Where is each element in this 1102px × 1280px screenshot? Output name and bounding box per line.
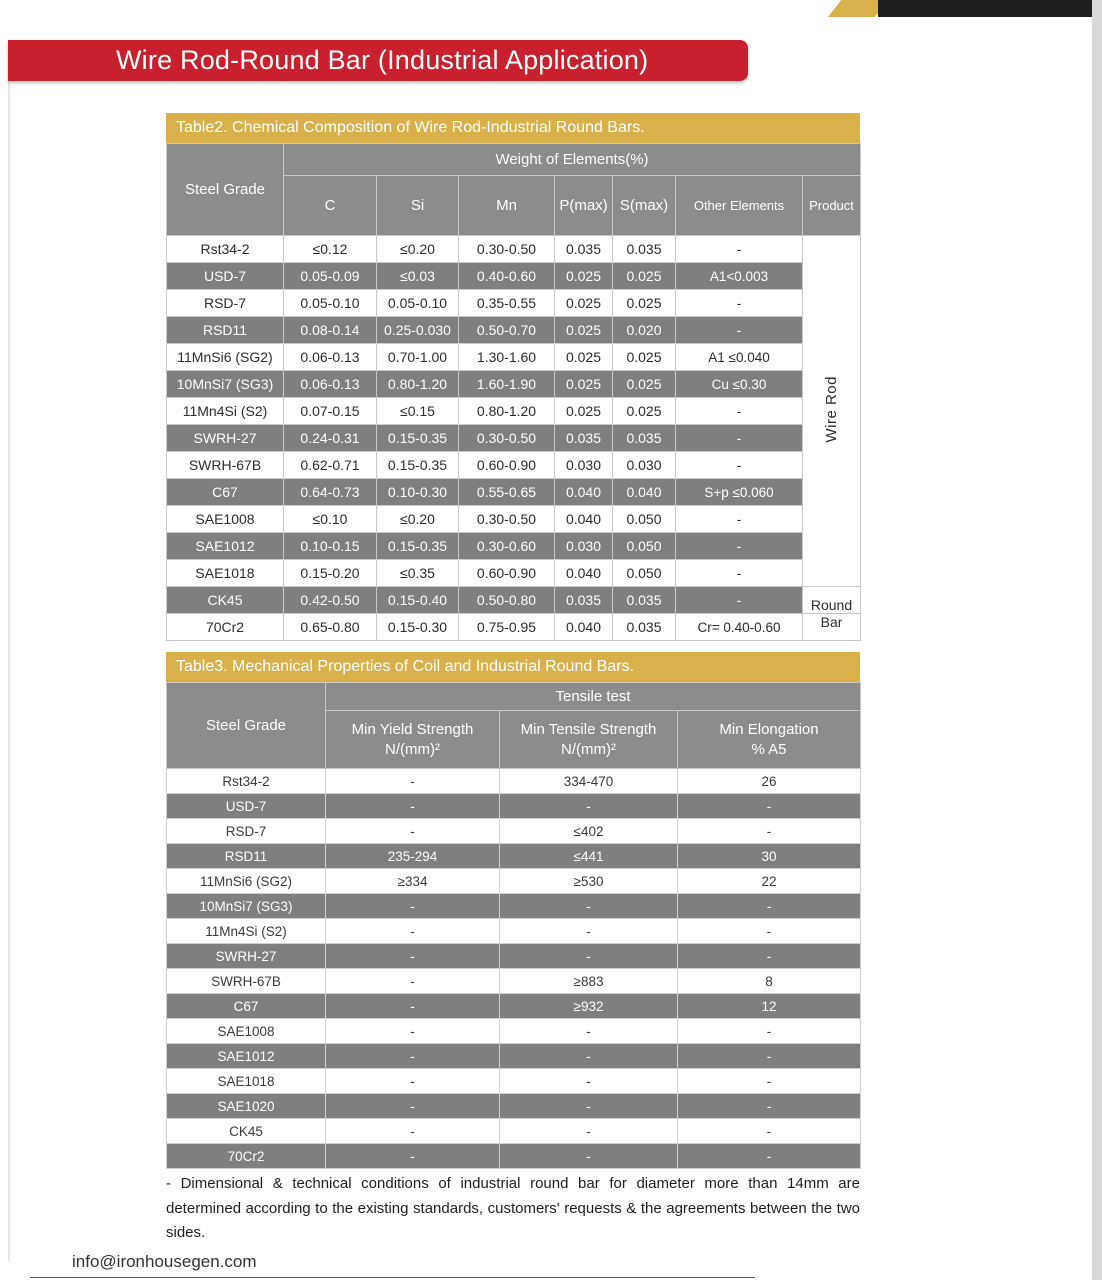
property-cell: - bbox=[326, 919, 500, 944]
composition-cell: 0.30-0.50 bbox=[459, 506, 555, 533]
property-cell: - bbox=[326, 1069, 500, 1094]
table-row bbox=[167, 994, 861, 1019]
table-row bbox=[167, 263, 861, 290]
composition-cell: 0.25-0.030 bbox=[377, 317, 459, 344]
col-header: S(max) bbox=[613, 176, 676, 236]
table-row bbox=[167, 587, 861, 614]
composition-cell: 0.15-0.35 bbox=[377, 425, 459, 452]
col-header: P(max) bbox=[555, 176, 613, 236]
table-row bbox=[167, 371, 861, 398]
property-cell: - bbox=[326, 944, 500, 969]
composition-cell: 0.30-0.50 bbox=[459, 236, 555, 263]
table-row bbox=[167, 1119, 861, 1144]
composition-cell: - bbox=[676, 398, 803, 425]
title-banner bbox=[8, 40, 748, 81]
property-cell: - bbox=[326, 1094, 500, 1119]
composition-cell: 0.025 bbox=[555, 317, 613, 344]
page-edge bbox=[1092, 0, 1102, 1280]
composition-cell: 0.025 bbox=[555, 398, 613, 425]
steel-grade-cell: SAE1008 bbox=[167, 1019, 326, 1044]
composition-cell: 0.30-0.50 bbox=[459, 425, 555, 452]
steel-grade-cell: 70Cr2 bbox=[167, 1144, 326, 1169]
composition-cell: 0.035 bbox=[555, 236, 613, 263]
table2-caption: Table2. Chemical Composition of Wire Rod-Industrial Round Bars. bbox=[166, 113, 860, 143]
table-row bbox=[167, 452, 861, 479]
grade-header: Steel Grade bbox=[167, 144, 284, 236]
composition-cell: 0.06-0.13 bbox=[284, 344, 377, 371]
table-row bbox=[167, 533, 861, 560]
table-row bbox=[167, 290, 861, 317]
composition-cell: 0.025 bbox=[555, 290, 613, 317]
property-cell: - bbox=[326, 794, 500, 819]
mechanical-properties-table bbox=[166, 682, 861, 1169]
table-row bbox=[167, 919, 861, 944]
composition-cell: - bbox=[676, 587, 803, 614]
composition-cell: 0.025 bbox=[613, 344, 676, 371]
table-row bbox=[167, 560, 861, 587]
composition-cell: 0.24-0.31 bbox=[284, 425, 377, 452]
table-row bbox=[167, 1094, 861, 1119]
composition-cell: A1 ≤0.040 bbox=[676, 344, 803, 371]
table-row bbox=[167, 398, 861, 425]
composition-cell: 0.05-0.10 bbox=[284, 290, 377, 317]
steel-grade-cell: SWRH-67B bbox=[167, 452, 284, 479]
composition-cell: 0.15-0.40 bbox=[377, 587, 459, 614]
composition-cell: - bbox=[676, 317, 803, 344]
composition-cell: Cu ≤0.30 bbox=[676, 371, 803, 398]
steel-grade-cell: USD-7 bbox=[167, 263, 284, 290]
product-wire-rod-label: Wire Rod bbox=[823, 376, 840, 443]
tensile-group-header: Tensile test bbox=[326, 683, 861, 711]
decor-dark-bar bbox=[878, 0, 1092, 17]
elongation-header-unit: % A5 bbox=[751, 740, 787, 758]
property-cell: ≥932 bbox=[500, 994, 678, 1019]
product-wire-rod-cell bbox=[803, 236, 861, 587]
steel-grade-cell: SWRH-67B bbox=[167, 969, 326, 994]
composition-cell: 0.60-0.90 bbox=[459, 452, 555, 479]
steel-grade-cell: Rst34-2 bbox=[167, 769, 326, 794]
property-cell: - bbox=[500, 1044, 678, 1069]
composition-cell: 0.035 bbox=[613, 587, 676, 614]
table-row bbox=[167, 344, 861, 371]
steel-grade-cell: C67 bbox=[167, 479, 284, 506]
composition-cell: 0.65-0.80 bbox=[284, 614, 377, 641]
composition-cell: 0.025 bbox=[613, 263, 676, 290]
property-cell: - bbox=[500, 1144, 678, 1169]
composition-cell: 0.06-0.13 bbox=[284, 371, 377, 398]
table-row bbox=[167, 869, 861, 894]
property-cell: - bbox=[678, 944, 861, 969]
grade-header: Steel Grade bbox=[167, 683, 326, 769]
composition-cell: 0.40-0.60 bbox=[459, 263, 555, 290]
composition-cell: 0.15-0.20 bbox=[284, 560, 377, 587]
table-row bbox=[167, 1019, 861, 1044]
steel-grade-cell: RSD11 bbox=[167, 844, 326, 869]
composition-cell: 0.42-0.50 bbox=[284, 587, 377, 614]
steel-grade-cell: SAE1020 bbox=[167, 1094, 326, 1119]
table3-caption: Table3. Mechanical Properties of Coil and Industrial Round Bars. bbox=[166, 652, 860, 682]
steel-grade-cell: 10MnSi7 (SG3) bbox=[167, 371, 284, 398]
yield-header-label: Min Yield Strength bbox=[351, 720, 474, 738]
table-row bbox=[167, 1069, 861, 1094]
composition-cell: ≤0.15 bbox=[377, 398, 459, 425]
table-row bbox=[167, 894, 861, 919]
table-row bbox=[167, 479, 861, 506]
composition-cell: 0.050 bbox=[613, 560, 676, 587]
composition-cell: 0.07-0.15 bbox=[284, 398, 377, 425]
contact-email: info@ironhousegen.com bbox=[72, 1252, 257, 1271]
composition-cell: 0.030 bbox=[613, 452, 676, 479]
property-cell: - bbox=[500, 1094, 678, 1119]
property-cell: - bbox=[678, 1044, 861, 1069]
property-cell: ≤402 bbox=[500, 819, 678, 844]
table-row bbox=[167, 944, 861, 969]
composition-cell: Cr= 0.40-0.60 bbox=[676, 614, 803, 641]
composition-cell: 0.035 bbox=[613, 236, 676, 263]
composition-cell: 0.10-0.15 bbox=[284, 533, 377, 560]
table-row bbox=[167, 1144, 861, 1169]
property-cell: - bbox=[678, 894, 861, 919]
composition-cell: 0.025 bbox=[613, 371, 676, 398]
property-cell: - bbox=[326, 769, 500, 794]
property-cell: - bbox=[326, 1144, 500, 1169]
yield-header bbox=[326, 711, 500, 769]
table-row bbox=[167, 506, 861, 533]
weight-group-header: Weight of Elements(%) bbox=[284, 144, 861, 176]
composition-cell: 0.64-0.73 bbox=[284, 479, 377, 506]
composition-cell: 0.040 bbox=[555, 506, 613, 533]
composition-cell: 0.020 bbox=[613, 317, 676, 344]
property-cell: - bbox=[500, 1119, 678, 1144]
property-cell: - bbox=[500, 1019, 678, 1044]
composition-cell: 0.50-0.80 bbox=[459, 587, 555, 614]
property-cell: 12 bbox=[678, 994, 861, 1019]
property-cell: - bbox=[678, 1094, 861, 1119]
composition-cell: - bbox=[676, 290, 803, 317]
property-cell: ≥334 bbox=[326, 869, 500, 894]
product-bar-cell: Bar bbox=[803, 614, 861, 641]
yield-header-unit: N/(mm)² bbox=[385, 740, 440, 758]
property-cell: - bbox=[678, 1144, 861, 1169]
composition-cell: ≤0.10 bbox=[284, 506, 377, 533]
steel-grade-cell: USD-7 bbox=[167, 794, 326, 819]
table-row bbox=[167, 969, 861, 994]
steel-grade-cell: 11Mn4Si (S2) bbox=[167, 919, 326, 944]
col-header: Other Elements bbox=[676, 176, 803, 236]
chemical-composition-table bbox=[166, 143, 861, 641]
composition-cell: S+p ≤0.060 bbox=[676, 479, 803, 506]
property-cell: - bbox=[326, 994, 500, 1019]
steel-grade-cell: SAE1012 bbox=[167, 1044, 326, 1069]
col-header: Mn bbox=[459, 176, 555, 236]
composition-cell: 0.80-1.20 bbox=[459, 398, 555, 425]
col-header: Si bbox=[377, 176, 459, 236]
property-cell: - bbox=[500, 1069, 678, 1094]
composition-cell: 0.040 bbox=[555, 479, 613, 506]
composition-cell: - bbox=[676, 452, 803, 479]
composition-cell: 0.70-1.00 bbox=[377, 344, 459, 371]
property-cell: 22 bbox=[678, 869, 861, 894]
steel-grade-cell: SWRH-27 bbox=[167, 425, 284, 452]
steel-grade-cell: Rst34-2 bbox=[167, 236, 284, 263]
steel-grade-cell: 11MnSi6 (SG2) bbox=[167, 344, 284, 371]
steel-grade-cell: RSD11 bbox=[167, 317, 284, 344]
elongation-header bbox=[678, 711, 861, 769]
page-title: Wire Rod-Round Bar (Industrial Application) bbox=[116, 45, 649, 75]
property-cell: - bbox=[326, 969, 500, 994]
composition-cell: 0.50-0.70 bbox=[459, 317, 555, 344]
property-cell: ≤441 bbox=[500, 844, 678, 869]
composition-cell: 0.030 bbox=[555, 452, 613, 479]
steel-grade-cell: CK45 bbox=[167, 1119, 326, 1144]
composition-cell: 0.025 bbox=[613, 398, 676, 425]
property-cell: - bbox=[678, 819, 861, 844]
composition-cell: 0.30-0.60 bbox=[459, 533, 555, 560]
composition-cell: 1.30-1.60 bbox=[459, 344, 555, 371]
composition-cell: - bbox=[676, 560, 803, 587]
tensile-header-unit: N/(mm)² bbox=[561, 740, 616, 758]
composition-cell: 0.15-0.35 bbox=[377, 452, 459, 479]
composition-cell: ≤0.03 bbox=[377, 263, 459, 290]
property-cell: - bbox=[326, 1019, 500, 1044]
steel-grade-cell: SAE1008 bbox=[167, 506, 284, 533]
property-cell: - bbox=[678, 1069, 861, 1094]
composition-cell: - bbox=[676, 236, 803, 263]
property-cell: - bbox=[326, 1119, 500, 1144]
page-left-shade bbox=[8, 81, 10, 1261]
property-cell: - bbox=[326, 1044, 500, 1069]
composition-cell: - bbox=[676, 506, 803, 533]
composition-cell: 0.025 bbox=[555, 344, 613, 371]
table-row bbox=[167, 317, 861, 344]
composition-cell: 0.05-0.10 bbox=[377, 290, 459, 317]
table-row bbox=[167, 614, 861, 641]
composition-cell: 0.025 bbox=[555, 263, 613, 290]
composition-cell: ≤0.20 bbox=[377, 506, 459, 533]
property-cell: - bbox=[678, 1119, 861, 1144]
composition-cell: 0.035 bbox=[613, 614, 676, 641]
property-cell: - bbox=[500, 944, 678, 969]
property-cell: 26 bbox=[678, 769, 861, 794]
composition-cell: 0.05-0.09 bbox=[284, 263, 377, 290]
composition-cell: ≤0.20 bbox=[377, 236, 459, 263]
composition-cell: 1.60-1.90 bbox=[459, 371, 555, 398]
composition-cell: - bbox=[676, 533, 803, 560]
product-round-cell: Round bbox=[803, 587, 861, 614]
property-cell: - bbox=[500, 919, 678, 944]
composition-cell: 0.60-0.90 bbox=[459, 560, 555, 587]
table-row bbox=[167, 844, 861, 869]
table-row bbox=[167, 794, 861, 819]
composition-cell: 0.035 bbox=[613, 425, 676, 452]
composition-cell: 0.80-1.20 bbox=[377, 371, 459, 398]
table-row bbox=[167, 425, 861, 452]
table-row bbox=[167, 1044, 861, 1069]
col-header: C bbox=[284, 176, 377, 236]
steel-grade-cell: CK45 bbox=[167, 587, 284, 614]
property-cell: 8 bbox=[678, 969, 861, 994]
composition-cell: 0.025 bbox=[555, 371, 613, 398]
property-cell: - bbox=[500, 894, 678, 919]
tensile-header-label: Min Tensile Strength bbox=[520, 720, 657, 738]
composition-cell: 0.040 bbox=[555, 614, 613, 641]
property-cell: - bbox=[678, 1019, 861, 1044]
property-cell: - bbox=[500, 794, 678, 819]
steel-grade-cell: SWRH-27 bbox=[167, 944, 326, 969]
composition-cell: 0.10-0.30 bbox=[377, 479, 459, 506]
composition-cell: 0.35-0.55 bbox=[459, 290, 555, 317]
steel-grade-cell: SAE1018 bbox=[167, 560, 284, 587]
composition-cell: - bbox=[676, 425, 803, 452]
composition-cell: 0.025 bbox=[613, 290, 676, 317]
elongation-header-label: Min Elongation bbox=[719, 720, 819, 738]
tensile-header bbox=[500, 711, 678, 769]
composition-cell: 0.050 bbox=[613, 533, 676, 560]
property-cell: - bbox=[678, 919, 861, 944]
composition-cell: 0.035 bbox=[555, 587, 613, 614]
property-cell: - bbox=[678, 794, 861, 819]
steel-grade-cell: RSD-7 bbox=[167, 819, 326, 844]
steel-grade-cell: 11MnSi6 (SG2) bbox=[167, 869, 326, 894]
property-cell: 334-470 bbox=[500, 769, 678, 794]
composition-cell: 0.55-0.65 bbox=[459, 479, 555, 506]
property-cell: - bbox=[326, 819, 500, 844]
composition-cell: 0.08-0.14 bbox=[284, 317, 377, 344]
footnote: - Dimensional & technical conditions of industrial round bar for diameter more than 14mm are determined according to the existing standards, customers' requests & the agreements between the two sides. bbox=[166, 1175, 860, 1241]
composition-cell: A1<0.003 bbox=[676, 263, 803, 290]
composition-cell: 0.035 bbox=[555, 425, 613, 452]
property-cell: ≥883 bbox=[500, 969, 678, 994]
steel-grade-cell: RSD-7 bbox=[167, 290, 284, 317]
composition-cell: 0.050 bbox=[613, 506, 676, 533]
table-row bbox=[167, 819, 861, 844]
steel-grade-cell: C67 bbox=[167, 994, 326, 1019]
composition-cell: 0.040 bbox=[555, 560, 613, 587]
steel-grade-cell: 11Mn4Si (S2) bbox=[167, 398, 284, 425]
product-header: Product bbox=[803, 176, 861, 236]
composition-cell: 0.040 bbox=[613, 479, 676, 506]
property-cell: - bbox=[326, 894, 500, 919]
composition-cell: 0.62-0.71 bbox=[284, 452, 377, 479]
composition-cell: 0.15-0.35 bbox=[377, 533, 459, 560]
steel-grade-cell: 70Cr2 bbox=[167, 614, 284, 641]
composition-cell: 0.030 bbox=[555, 533, 613, 560]
property-cell: 235-294 bbox=[326, 844, 500, 869]
composition-cell: 0.75-0.95 bbox=[459, 614, 555, 641]
table-row bbox=[167, 236, 861, 263]
composition-cell: ≤0.12 bbox=[284, 236, 377, 263]
composition-cell: ≤0.35 bbox=[377, 560, 459, 587]
composition-cell: 0.15-0.30 bbox=[377, 614, 459, 641]
property-cell: 30 bbox=[678, 844, 861, 869]
steel-grade-cell: SAE1018 bbox=[167, 1069, 326, 1094]
steel-grade-cell: SAE1012 bbox=[167, 533, 284, 560]
table-row bbox=[167, 769, 861, 794]
property-cell: ≥530 bbox=[500, 869, 678, 894]
steel-grade-cell: 10MnSi7 (SG3) bbox=[167, 894, 326, 919]
footer-divider bbox=[30, 1277, 755, 1278]
